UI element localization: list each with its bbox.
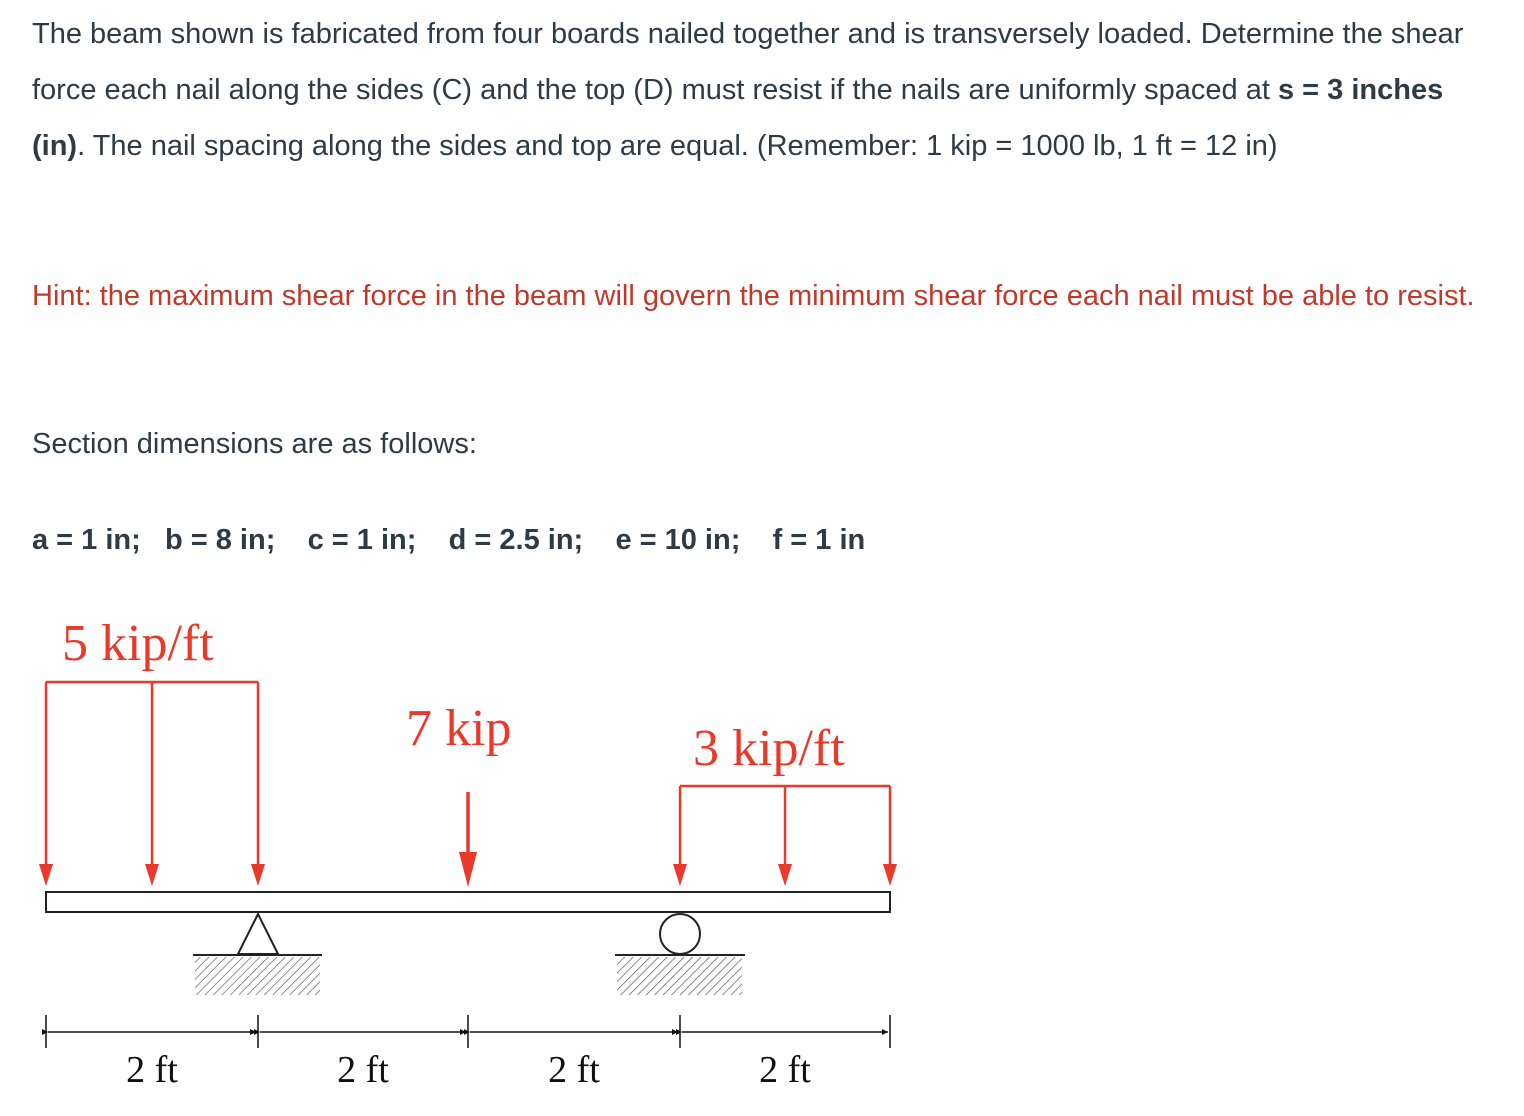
dimension-e: e = 10 in;: [615, 524, 741, 556]
point-load: [406, 700, 511, 887]
distributed-load-right: [673, 720, 897, 886]
roller-support: [615, 914, 745, 995]
dimension-f: f = 1 in: [772, 524, 866, 556]
span-label: 2 ft: [126, 1049, 178, 1091]
distributed-load-left: [39, 615, 265, 886]
dimension-b: b = 8 in;: [164, 524, 276, 556]
problem-text-before: The beam shown is fabricated from four boards nailed together and is transversely loaded. Determine the shear force each nail along the sides (C) and the top (D) must resist if the nails are uniformly spaced at: [32, 18, 1464, 106]
problem-text-after: . The nail spacing along the sides and top are equal. (Remember: 1 kip = 1000 lb, 1 ft = 12 in): [77, 130, 1278, 162]
beam: [46, 892, 890, 912]
span-label: 2 ft: [759, 1049, 811, 1091]
load-point-label: 7 kip: [406, 700, 512, 757]
beam-diagram: [0, 580, 1000, 1100]
dimension-d: d = 2.5 in;: [448, 524, 584, 556]
section-dimensions: [32, 512, 1492, 568]
dimension-c: c = 1 in;: [307, 524, 417, 556]
load-left-label: 5 kip/ft: [62, 615, 214, 672]
span-label: 2 ft: [337, 1049, 389, 1091]
problem-statement: [32, 6, 1492, 174]
ground-hatch: [195, 957, 320, 995]
span-dimensions: [46, 1015, 890, 1048]
span-label: 2 ft: [548, 1049, 600, 1091]
pin-support: [193, 914, 322, 995]
nail-spacing-emphasis: s = 3 inches (in): [32, 74, 1444, 162]
dimension-a: a = 1 in;: [32, 524, 141, 556]
load-right-label: 3 kip/ft: [693, 720, 845, 777]
hint-text: Hint: the maximum shear force in the beam will govern the minimum shear force each nail must be able to resist.: [32, 280, 1475, 312]
section-intro: Section dimensions are as follows:: [32, 428, 477, 460]
ground-hatch: [617, 957, 742, 995]
